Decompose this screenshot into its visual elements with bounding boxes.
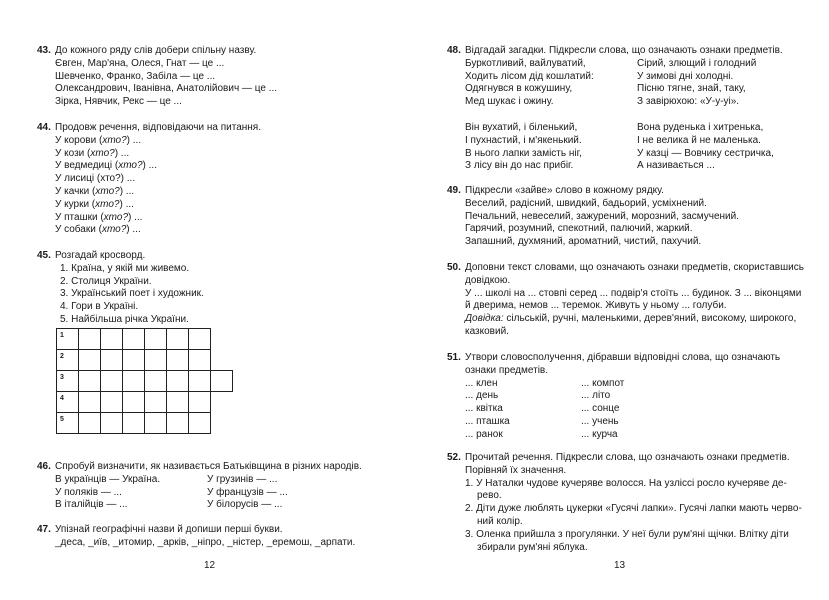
exercise-line: В італійців — ... xyxy=(55,499,128,511)
exercise-instruction: Доповни текст словами, що означають ознаки предметів, скориставшись xyxy=(465,262,804,273)
exercise-line: Євген, Мар'яна, Олеся, Гнат — це ... xyxy=(55,57,225,69)
crossword-cell[interactable] xyxy=(166,328,189,350)
exercise-line: У кози (хто?) ... xyxy=(55,147,130,159)
exercise-number: 45. xyxy=(37,250,51,261)
exercise-51 xyxy=(447,352,780,442)
exercise-line: Печальний, невеселий, зажурений, морозний, засмучений. xyxy=(465,210,739,222)
exercise-43 xyxy=(37,45,277,109)
exercise-number: 46. xyxy=(37,461,51,472)
crossword-cell[interactable] xyxy=(78,391,101,413)
exercise-line: В українців — Україна. xyxy=(55,473,161,485)
exercise-48 xyxy=(447,45,783,173)
exercise-instruction: Продовж речення, відповідаючи на питання. xyxy=(55,122,261,133)
crossword-cell[interactable] xyxy=(122,328,145,350)
exercise-line: У поляків — ... xyxy=(55,486,122,498)
exercise-line: ознаки предметів. xyxy=(465,364,549,376)
exercise-line: Шевченко, Франко, Забіла — це ... xyxy=(55,70,216,82)
crossword-cell[interactable] xyxy=(144,370,167,392)
crossword-cell[interactable] xyxy=(56,391,79,413)
exercise-line: У французів — ... xyxy=(207,486,288,498)
exercise-line: ... день xyxy=(465,390,499,402)
exercise-line: ... клен xyxy=(465,377,498,389)
crossword-cell[interactable] xyxy=(188,391,211,413)
crossword-cell[interactable] xyxy=(166,391,189,413)
exercise-line: довідкою. xyxy=(465,274,511,286)
crossword-cell[interactable] xyxy=(144,412,167,434)
exercise-line: 1. Країна, у якій ми живемо. xyxy=(60,262,190,274)
exercise-instruction: Підкресли «зайве» слово в кожному рядку. xyxy=(465,185,664,196)
crossword-cell[interactable] xyxy=(210,370,233,392)
exercise-line: ... літо xyxy=(581,390,611,402)
crossword-cell[interactable] xyxy=(122,370,145,392)
exercise-line: У качки (хто?) ... xyxy=(55,185,135,197)
crossword-cell[interactable] xyxy=(122,391,145,413)
exercise-line: У ... школі на ... стовпі серед ... подвір'я стоїть ... будинок. З ... віконцями xyxy=(465,287,802,299)
exercise-line: У пташки (хто?) ... xyxy=(55,211,143,223)
exercise-50 xyxy=(447,262,804,339)
crossword-cell[interactable] xyxy=(56,370,79,392)
page-number: 13 xyxy=(614,560,626,571)
exercise-number: 52. xyxy=(447,452,461,463)
crossword-cell[interactable] xyxy=(144,349,167,371)
exercise-instruction: Упізнай географічні назви й допиши перші букви. xyxy=(55,524,283,535)
exercise-line: ... учень xyxy=(581,415,619,427)
crossword-cell[interactable] xyxy=(78,328,101,350)
crossword-row-number: 2 xyxy=(60,353,64,360)
exercise-line: Зірка, Нявчик, Рекс — це ... xyxy=(55,96,182,108)
crossword-cell[interactable] xyxy=(144,328,167,350)
crossword-row-number: 5 xyxy=(60,416,64,423)
exercise-line: У білорусів — ... xyxy=(207,499,283,511)
exercise-number: 50. xyxy=(447,262,461,273)
crossword-cell[interactable] xyxy=(78,349,101,371)
crossword-cell[interactable] xyxy=(166,370,189,392)
exercise-instruction: Спробуй визначити, як називається Батьківщина в різних народів. xyxy=(55,461,362,472)
exercise-line: ... компот xyxy=(581,377,625,389)
crossword-cell[interactable] xyxy=(144,391,167,413)
exercise-line: ний колір. xyxy=(477,515,523,527)
exercise-number: 43. xyxy=(37,45,51,56)
exercise-number: 47. xyxy=(37,524,51,535)
crossword-row-number: 3 xyxy=(60,374,64,381)
right-page xyxy=(414,0,829,600)
exercise-line: ... курча xyxy=(581,428,618,440)
exercise-instruction: Утвори словосполучення, дібравши відповідні слова, що означають xyxy=(465,352,781,363)
crossword-cell[interactable] xyxy=(188,370,211,392)
exercise-49 xyxy=(447,185,739,249)
crossword-cell[interactable] xyxy=(56,328,79,350)
crossword-cell[interactable] xyxy=(188,412,211,434)
riddle: Він вухатий, і біленький, І пухнастий, і м'якенький. В нього лапки замість ніг, З лісу він до нас прибіг. xyxy=(465,121,582,172)
exercise-line: У грузинів — ... xyxy=(207,473,278,485)
exercise-line: ... квітка xyxy=(465,403,503,415)
exercise-line: Гарячий, розумний, спекотний, палючий, жаркий. xyxy=(465,223,693,235)
exercise-number: 48. xyxy=(447,45,461,56)
crossword-cell[interactable] xyxy=(188,349,211,371)
crossword-row-number: 4 xyxy=(60,395,64,402)
exercise-number: 51. xyxy=(447,352,461,363)
riddle: Буркотливий, вайлуватий, Ходить лісом дід кошлатий: Одягнувся в кожушину, Мед шукає і ожину. xyxy=(465,57,594,108)
left-page xyxy=(0,0,414,600)
hint-label: Довідка: xyxy=(465,313,504,325)
exercise-line: У ведмедиці (хто?) ... xyxy=(55,160,157,172)
exercise-line: й дверима, немов ... теремок. Живуть у ньому ... голуби. xyxy=(465,300,727,312)
exercise-line: рево. xyxy=(477,490,502,502)
crossword-cell[interactable] xyxy=(100,328,123,350)
exercise-line: Запашний, духмяний, ароматний, чистий, пахучий. xyxy=(465,236,702,248)
crossword-cell[interactable] xyxy=(56,412,79,434)
exercise-line: ... пташка xyxy=(465,415,510,427)
crossword-cell[interactable] xyxy=(122,412,145,434)
exercise-number: 44. xyxy=(37,122,51,133)
crossword-cell[interactable] xyxy=(166,412,189,434)
exercise-instruction: Прочитай речення. Підкресли слова, що означають ознаки предметів. xyxy=(465,452,790,463)
exercise-line: збирали рум'яні яблука. xyxy=(477,541,588,553)
crossword-cell[interactable] xyxy=(100,370,123,392)
crossword-cell[interactable] xyxy=(166,349,189,371)
riddle: Вона руденька і хитренька, І не велика й не маленька. У казці — Вовчику сестричка, А називається ... xyxy=(637,121,774,172)
exercise-line: 3. Український поет і художник. xyxy=(60,288,204,300)
page-number: 12 xyxy=(204,560,216,571)
crossword-row-number: 1 xyxy=(60,332,64,339)
exercise-line: У собаки (хто?) ... xyxy=(55,224,141,236)
exercise-line: 2. Діти дуже люблять цукерки «Гусячі лапки». Гусячі лапки мають черво- xyxy=(465,503,802,515)
exercise-52 xyxy=(447,452,802,554)
crossword-cell[interactable] xyxy=(78,370,101,392)
crossword-cell[interactable] xyxy=(100,391,123,413)
exercise-line: ... сонце xyxy=(581,403,620,415)
crossword-cell[interactable] xyxy=(56,349,79,371)
exercise-line: 4. Гори в Україні. xyxy=(60,301,139,313)
exercise-44 xyxy=(37,122,261,237)
exercise-number: 49. xyxy=(447,185,461,196)
exercise-line: 2. Столиця України. xyxy=(60,275,152,287)
crossword-cell[interactable] xyxy=(100,412,123,434)
exercise-line: 1. У Наталки чудове кучеряве волосся. На узліссі росло кучеряве де- xyxy=(465,477,787,489)
exercise-line: У корови (хто?) ... xyxy=(55,134,142,146)
exercise-line: _деса, _иїв, _итомир, _арків, _ніпро, _ністер, _еремош, _арпати. xyxy=(55,536,356,548)
exercise-line: Веселий, радісний, швидкий, бадьорий, усміхнений. xyxy=(465,197,707,209)
crossword-cell[interactable] xyxy=(78,412,101,434)
exercise-line: Порівняй їх значення. xyxy=(465,464,567,476)
riddle: Сірий, злющий і голодний У зимові дні холодні. Пісню тягне, знай, таку, З завірюхою: «У-у-уі». xyxy=(637,57,757,108)
exercise-line: У лисиці (хто?) ... xyxy=(55,173,136,185)
exercise-45 xyxy=(37,250,204,327)
exercise-line: У курки (хто?) ... xyxy=(55,198,134,210)
exercise-line: ... ранок xyxy=(465,428,503,440)
exercise-instruction: Розгадай кросворд. xyxy=(55,250,146,261)
exercise-47 xyxy=(37,524,355,550)
crossword-cell[interactable] xyxy=(188,328,211,350)
crossword-cell[interactable] xyxy=(100,349,123,371)
exercise-line: Олександрович, Іванівна, Анатолійович — це ... xyxy=(55,83,277,95)
hint-line: Довідка: сільській, ручні, маленькими, дерев'яний, високому, широкого, xyxy=(465,313,797,325)
crossword-cell[interactable] xyxy=(122,349,145,371)
exercise-46 xyxy=(37,461,362,512)
exercise-instruction: Відгадай загадки. Підкресли слова, що означають ознаки предметів. xyxy=(465,45,783,56)
exercise-line: казковий. xyxy=(465,325,509,337)
exercise-line: 5. Найбільша річка України. xyxy=(60,313,189,325)
exercise-instruction: До кожного ряду слів добери спільну назву. xyxy=(55,45,257,56)
exercise-line: 3. Оленка прийшла з прогулянки. У неї були рум'яні щічки. Влітку діти xyxy=(465,528,789,540)
